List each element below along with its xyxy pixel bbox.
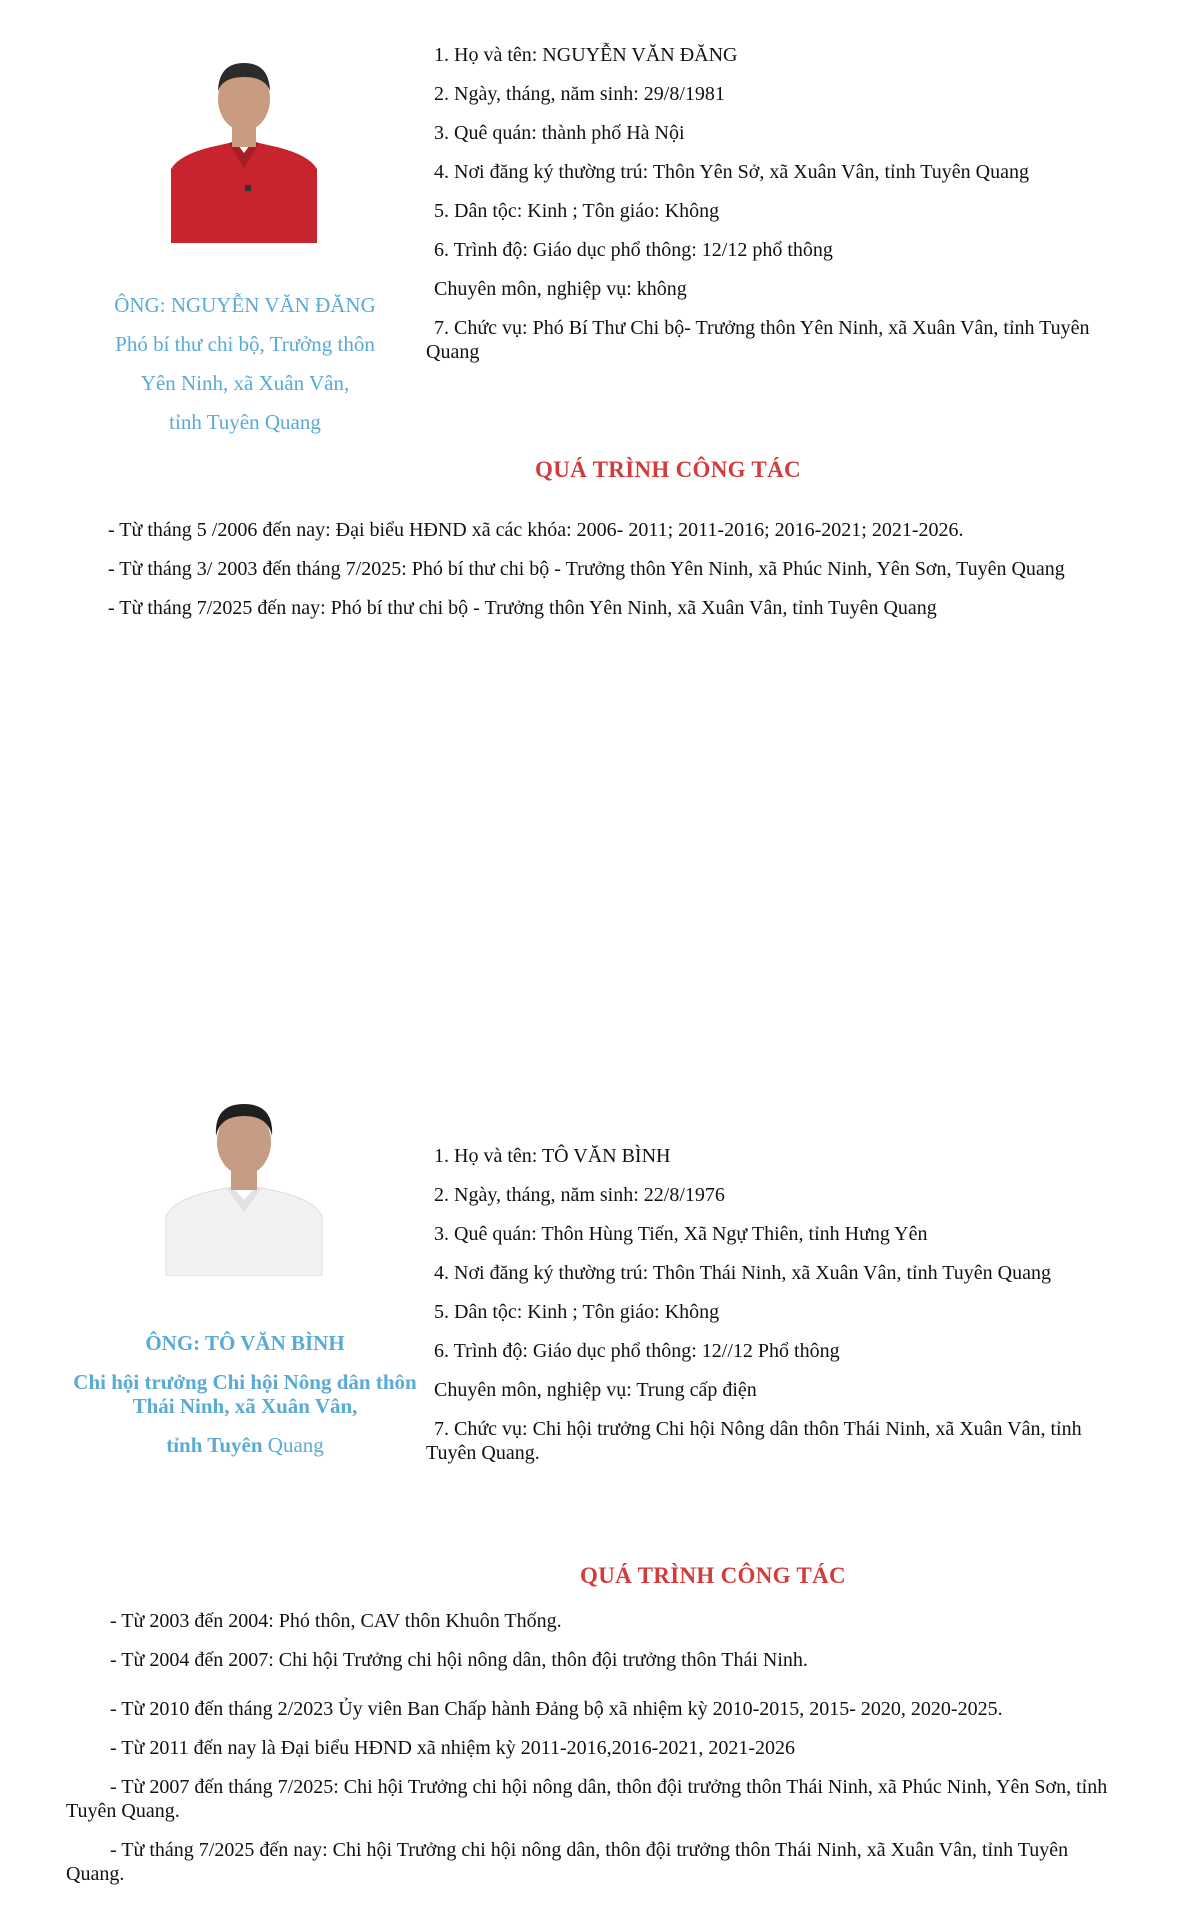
- person2-info-1: 1. Họ và tên: TÔ VĂN BÌNH: [434, 1145, 671, 1167]
- person2-caption-line3: [70, 1433, 420, 1457]
- person2-info-2: 2. Ngày, tháng, năm sinh: 22/8/1976: [434, 1184, 725, 1206]
- person1-info-3: 3. Quê quán: thành phố Hà Nội: [434, 122, 685, 144]
- person2-history-item: - Từ tháng 7/2025 đến nay: Chi hội Trưởng chi hội nông dân, thôn đội trưởng thôn Thái Ninh, xã Xuân Vân, tỉnh Tuyên Quang.: [66, 1839, 1069, 1885]
- person2-info-4: 4. Nơi đăng ký thường trú: Thôn Thái Ninh, xã Xuân Vân, tỉnh Tuyên Quang: [434, 1262, 1051, 1284]
- person2-caption: [70, 1330, 420, 1457]
- person2-info-5: 5. Dân tộc: Kinh ; Tôn giáo: Không: [434, 1301, 720, 1323]
- person1-history-item: - Từ tháng 7/2025 đến nay: Phó bí thư chi bộ - Trưởng thôn Yên Ninh, xã Xuân Vân, tỉnh Tuyên Quang: [108, 597, 937, 619]
- person1-history-heading: QUÁ TRÌNH CÔNG TÁC: [535, 457, 801, 482]
- person2-caption-line1: Chi hội trưởng Chi hội Nông dân thôn: [73, 1370, 417, 1394]
- person2-history-item: - Từ 2011 đến nay là Đại biểu HĐND xã nhiệm kỳ 2011-2016,2016-2021, 2021-2026: [110, 1737, 795, 1759]
- person2-history-item: - Từ 2010 đến tháng 2/2023 Ủy viên Ban Chấp hành Đảng bộ xã nhiệm kỳ 2010-2015, 2015- 2020, 2020-2025.: [110, 1698, 1003, 1720]
- person2-history-item: - Từ 2007 đến tháng 7/2025: Chi hội Trưởng chi hội nông dân, thôn đội trưởng thôn Thái Ninh, xã Phúc Ninh, Yên Sơn, tỉnh Tuyên Quang.: [66, 1776, 1108, 1822]
- person1-info-specialty: Chuyên môn, nghiệp vụ: không: [434, 278, 687, 300]
- person2-caption-line3b: Quang: [262, 1433, 324, 1457]
- person2-info-3: 3. Quê quán: Thôn Hùng Tiến, Xã Ngự Thiên, tỉnh Hưng Yên: [434, 1223, 928, 1245]
- person2-caption-line2: Thái Ninh, xã Xuân Vân,: [132, 1394, 358, 1418]
- person1-info-6: 6. Trình độ: Giáo dục phổ thông: 12/12 phổ thông: [434, 239, 833, 261]
- person1-history-item: - Từ tháng 3/ 2003 đến tháng 7/2025: Phó bí thư chi bộ - Trưởng thôn Yên Ninh, xã Phúc Ninh, Yên Sơn, Tuyên Quang: [108, 558, 1065, 580]
- person1-info-7: 7. Chức vụ: Phó Bí Thư Chi bộ- Trưởng thôn Yên Ninh, xã Xuân Vân, tỉnh Tuyên Quang: [426, 317, 1090, 363]
- person1-caption-line3: tỉnh Tuyên Quang: [169, 410, 321, 434]
- person2-caption-name: ÔNG: TÔ VĂN BÌNH: [145, 1331, 345, 1355]
- person2-info-6: 6. Trình độ: Giáo dục phổ thông: 12//12 Phổ thông: [434, 1340, 840, 1362]
- person2-info-specialty: Chuyên môn, nghiệp vụ: Trung cấp điện: [434, 1379, 757, 1401]
- person1-caption-line2: Yên Ninh, xã Xuân Vân,: [140, 371, 350, 395]
- person1-history-item: - Từ tháng 5 /2006 đến nay: Đại biểu HĐND xã các khóa: 2006- 2011; 2011-2016; 2016-2021; 2021-2026.: [108, 519, 964, 541]
- person2-history-item: - Từ 2003 đến 2004: Phó thôn, CAV thôn Khuôn Thống.: [110, 1610, 562, 1632]
- person1-info-2: 2. Ngày, tháng, năm sinh: 29/8/1981: [434, 83, 725, 105]
- person1-info-4: 4. Nơi đăng ký thường trú: Thôn Yên Sở, xã Xuân Vân, tỉnh Tuyên Quang: [434, 161, 1029, 183]
- portrait-photo-2: [164, 1100, 324, 1276]
- portrait-1-figure: [169, 57, 319, 243]
- person2-info-7: 7. Chức vụ: Chi hội trưởng Chi hội Nông dân thôn Thái Ninh, xã Xuân Vân, tỉnh Tuyên Quang.: [426, 1418, 1082, 1464]
- person2-history-item: - Từ 2004 đến 2007: Chi hội Trưởng chi hội nông dân, thôn đội trưởng thôn Thái Ninh.: [110, 1649, 808, 1671]
- person2-caption-line3a: tỉnh Tuyên: [166, 1433, 263, 1457]
- portrait-2-figure: [164, 1100, 324, 1276]
- person1-info-5: 5. Dân tộc: Kinh ; Tôn giáo: Không: [434, 200, 720, 222]
- person1-caption: [90, 286, 400, 442]
- portrait-photo-1: [169, 57, 319, 243]
- person2-history-heading: QUÁ TRÌNH CÔNG TÁC: [580, 1563, 846, 1588]
- person1-caption-line1: Phó bí thư chi bộ, Trưởng thôn: [115, 332, 375, 356]
- person1-info-1: 1. Họ và tên: NGUYỄN VĂN ĐĂNG: [434, 44, 738, 66]
- person1-caption-name: ÔNG: NGUYỄN VĂN ĐĂNG: [114, 293, 376, 317]
